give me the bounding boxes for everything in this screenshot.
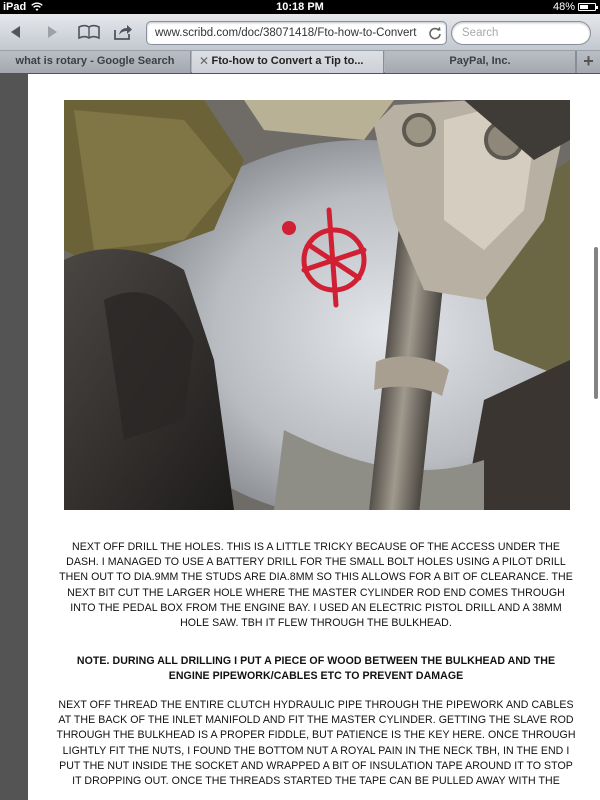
status-bar: [0, 0, 600, 14]
forward-arrow-icon: [44, 24, 60, 40]
tab-bar: [0, 51, 600, 73]
share-action-icon: [113, 23, 133, 41]
tab-label: Fto-how to Convert a Tip to...: [211, 55, 364, 67]
instruction-paragraph: NEXT OFF THREAD THE ENTIRE CLUTCH HYDRAULIC PIPE THROUGH THE PIPEWORK AND CABLES AT THE BACK OF THE INLET MANIFOLD AND FIT THE MASTER CYLINDER. GETTING THE SLAVE ROD THROUGH THE BULKHEAD IS A PROPER FIDDLE, BUT PATIENCE IS THE KEY HERE. ONCE THROUGH LIGHTLY FIT THE NUTS, I FOUND THE BOTTOM NUT A ROYAL PAIN IN THE NECK TBH, IN THE END I PUT THE NUT INSIDE THE SOCKET AND WRAPPED A BIT OF INSULATION TAPE AROUND IT TO STOP IT DROPPING OUT. ONCE THE THREADS STARTED THE TAPE CAN BE PULLED AWAY WITH THE: [56, 699, 576, 788]
battery-icon: [578, 3, 596, 11]
tab-close-icon[interactable]: ✕: [199, 54, 210, 68]
search-input[interactable]: [451, 21, 591, 45]
clutch-bulkhead-photo: [64, 100, 570, 510]
bookmarks-button[interactable]: [77, 20, 101, 44]
new-tab-button[interactable]: +: [576, 51, 600, 73]
tab-label: what is rotary - Google Search: [15, 55, 175, 67]
drilling-note: NOTE. DURING ALL DRILLING I PUT A PIECE OF WOOD BETWEEN THE BULKHEAD AND THE ENGINE PIPEWORK/CABLES ETC TO PREVENT DAMAGE: [76, 655, 556, 683]
bookmarks-book-icon: [78, 24, 100, 40]
browser-toolbar: [0, 14, 600, 51]
share-button[interactable]: [111, 20, 135, 44]
back-button[interactable]: [4, 20, 28, 44]
tab-paypal[interactable]: [385, 51, 576, 73]
url-text[interactable]: www.scribd.com/doc/38071418/Fto-how-to-Convert: [155, 27, 417, 39]
device-name: iPad: [3, 1, 27, 13]
battery-percent: 48%: [552, 1, 575, 13]
back-arrow-icon: [8, 24, 24, 40]
reload-icon[interactable]: [428, 26, 442, 40]
tab-scribd-active[interactable]: [192, 51, 384, 73]
document-page: [28, 74, 600, 800]
clock: 10:18 PM: [276, 1, 324, 13]
tab-google-search[interactable]: [0, 51, 191, 73]
tab-label: PayPal, Inc.: [449, 55, 511, 67]
document-photo: [64, 100, 570, 510]
search-placeholder: Search: [462, 27, 499, 39]
battery-level: [580, 5, 588, 9]
forward-button[interactable]: [40, 20, 64, 44]
vertical-scrollbar[interactable]: [594, 247, 598, 399]
instruction-paragraph: NEXT OFF DRILL THE HOLES. THIS IS A LITTLE TRICKY BECAUSE OF THE ACCESS UNDER THE DASH. I MANAGED TO USE A BATTERY DRILL FOR THE SMALL BOLT HOLES USING A PILOT DRILL THEN OUT TO DIA.9MM THE STUDS ARE DIA.8MM SO THIS ALLOWS FOR A BIT OF CLEARANCE. THE NEXT BIT CUT THE LARGER HOLE WHERE THE MASTER CYLINDER ROD END COMES THROUGH INTO THE PEDAL BOX FROM THE ENGINE BAY. I USED AN ELECTRIC PISTOL DRILL AND A 38MM HOLE SAW. TBH IT FLEW THROUGH THE BULKHEAD.: [59, 541, 573, 630]
web-content[interactable]: [0, 74, 600, 800]
address-bar[interactable]: [146, 21, 447, 45]
